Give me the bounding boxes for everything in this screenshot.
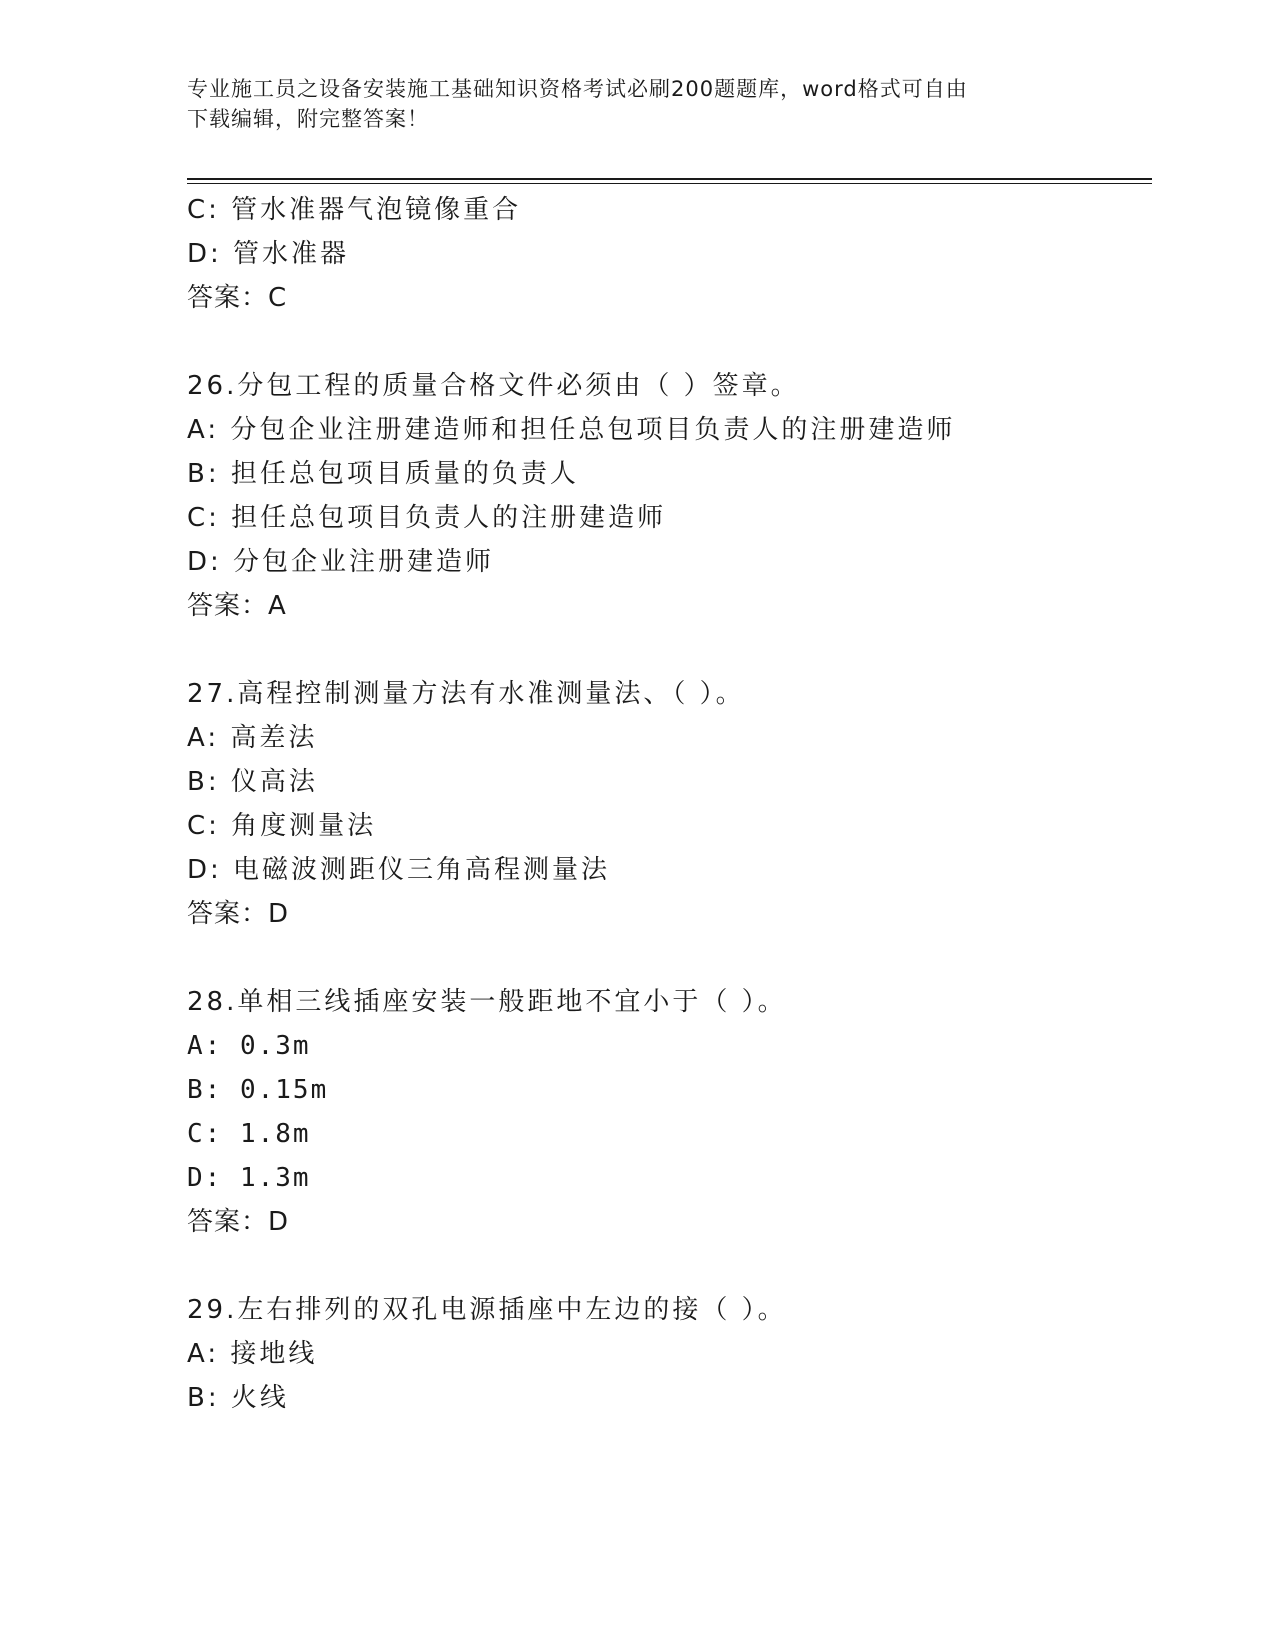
q26-question: 26.分包工程的质量合格文件必须由（ ）签章。	[187, 371, 800, 401]
q25-option-c: C: 管水准器气泡镜像重合	[187, 195, 522, 225]
document-header	[187, 74, 1087, 134]
q25-answer: 答案：C	[187, 283, 288, 313]
q28-option-d: D: 1.3m	[187, 1163, 311, 1193]
q29-option-b: B: 火线	[187, 1383, 289, 1413]
q26-option-d: D: 分包企业注册建造师	[187, 547, 495, 577]
q27-option-d: D: 电磁波测距仪三角高程测量法	[187, 855, 611, 885]
header-line-1: 专业施工员之设备安装施工基础知识资格考试必刷200题题库，word格式可自由	[187, 77, 968, 101]
q26-option-c: C: 担任总包项目负责人的注册建造师	[187, 503, 667, 533]
q27-answer: 答案：D	[187, 899, 290, 929]
q29-question: 29.左右排列的双孔电源插座中左边的接（ ）。	[187, 1295, 787, 1325]
header-divider-thick	[187, 178, 1152, 180]
q28-question: 28.单相三线插座安装一般距地不宜小于（ ）。	[187, 987, 787, 1017]
q25-option-d: D: 管水准器	[187, 239, 350, 269]
q26-option-a: A: 分包企业注册建造师和担任总包项目负责人的注册建造师	[187, 415, 956, 445]
q26-option-b: B: 担任总包项目质量的负责人	[187, 459, 579, 489]
header-line-2: 下载编辑，附完整答案！	[187, 107, 429, 131]
q28-option-c: C: 1.8m	[187, 1119, 311, 1149]
q27-question: 27.高程控制测量方法有水准测量法、（ ）。	[187, 679, 745, 709]
q28-answer: 答案：D	[187, 1207, 290, 1237]
q28-option-b: B: 0.15m	[187, 1075, 329, 1105]
q29-option-a: A: 接地线	[187, 1339, 318, 1369]
q27-option-a: A: 高差法	[187, 723, 318, 753]
q28-option-a: A: 0.3m	[187, 1031, 311, 1061]
q26-answer: 答案：A	[187, 591, 287, 621]
header-divider-thin	[187, 183, 1152, 184]
q27-option-c: C: 角度测量法	[187, 811, 377, 841]
q27-option-b: B: 仪高法	[187, 767, 318, 797]
